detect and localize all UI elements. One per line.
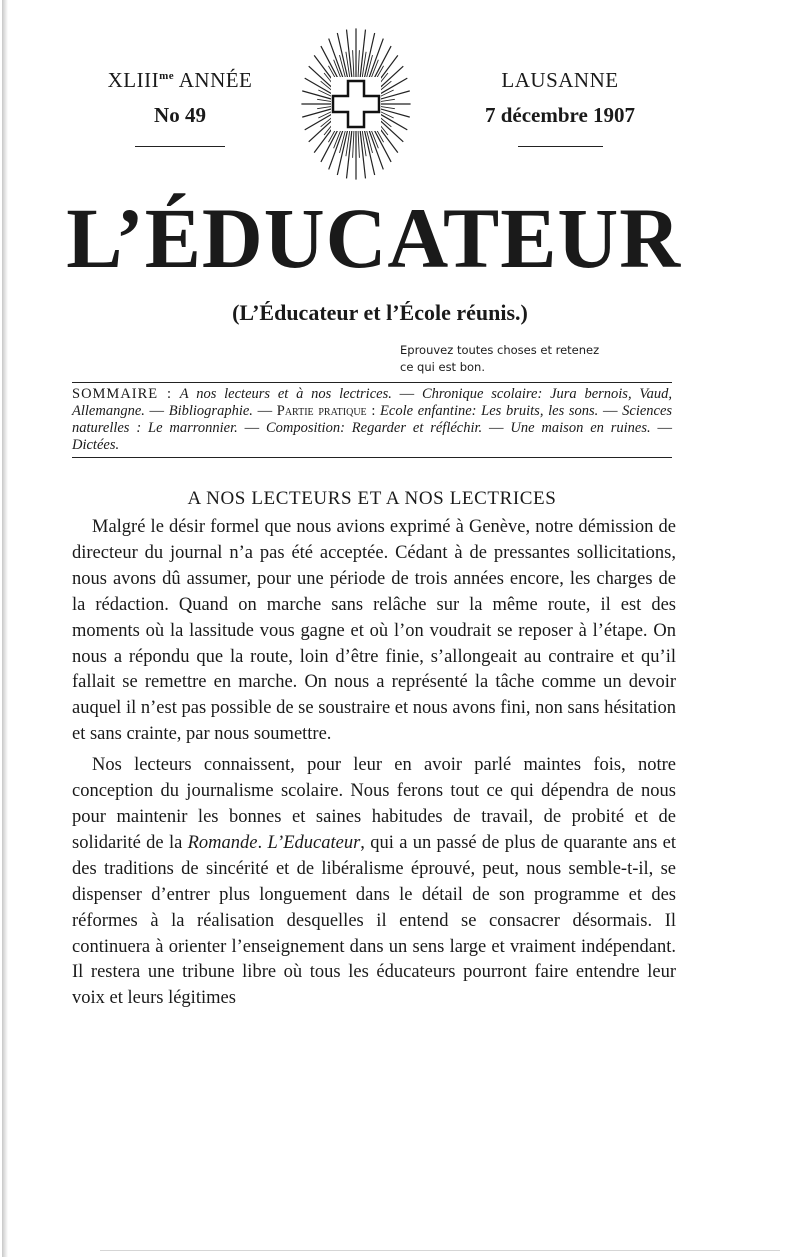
issue-date: 7 décembre 1907 <box>484 103 636 127</box>
header-right-rule <box>518 146 603 147</box>
motto-line-2: ce qui est bon. <box>400 359 486 374</box>
swiss-cross-emblem-icon <box>300 22 412 182</box>
article-title: A NOS LECTEURS ET A NOS LECTRICES <box>187 488 557 509</box>
toc-label: SOMMAIRE : <box>72 386 172 402</box>
header-left <box>95 68 265 147</box>
masthead-title: L’ÉDUCATEUR <box>66 190 682 286</box>
page-bottom-edge <box>100 1250 780 1251</box>
toc-item: Chronique scolaire: Jura bernois, Vaud, Allemangne. <box>72 386 673 419</box>
sunburst-ray <box>353 128 354 158</box>
article-paragraph-2: Nos lecteurs connaissent, pour leur en avoir parlé maintes fois, notre conception du journalisme scolaire. Nous ferons tout ce qui dépendra de nous pour maintenir les bonnes et saines habitudes de travail, de probité et de solidarité de la Romande. L’Educateur, qui a un passé de plus de quarante ans et des traditions de sincérité et de libéralisme éprouvé, peut, nous semble-t-il, se dispenser d’entrer plus longuement dans le détail de son programme et des réformes à la réalisation desquelles il entend se consacrer désormais. Il continuera à orienter l’enseignement dans un sens large et vraiment indépendant. Il restera une tribune libre où tous les éducateurs pourront faire entendre leur voix et leurs légitimes <box>72 755 677 1009</box>
header-right <box>455 68 665 147</box>
educateur-name: L’Educateur <box>267 832 361 853</box>
toc-section-label: Partie pratique : <box>276 403 376 419</box>
toc-item: Bibliographie. <box>168 403 253 419</box>
masthead-subtitle: (L’Éducateur et l’École réunis.) <box>232 300 528 325</box>
toc-item: Dictées. <box>72 437 120 453</box>
toc-item: Une maison en ruines. <box>510 420 651 436</box>
romande-name: Romande <box>187 832 258 853</box>
issue-number: No 49 <box>154 103 206 127</box>
sunburst-ray <box>353 50 354 80</box>
toc-item: Composition: Regarder et réfléchir. <box>265 420 483 436</box>
motto <box>400 342 660 375</box>
article-paragraph-1: Malgré le désir formel que nous avions exprimé à Genève, notre démission de directeur du journal n’a pas été acceptée. Cédant à de pressantes sollicitations, nous avons dû assumer, pour une période de trois années encore, les charges de la rédaction. Quand on marche sans relâche sur la même route, il est des moments où la lassitude vous gagne et où l’on voudrait se reposer à l’étape. On nous a répondu que la route, loin d’être finie, s’allongeait au contraire et qu’il fallait se remettre en marche. On nous a représenté la tâche comme un devoir auquel il n’est pas possible de se soustraire et nous avons fini, non sans hésitation et sans crainte, par nous soumettre. <box>72 517 676 745</box>
city-label: LAUSANNE <box>501 68 619 92</box>
table-of-contents: SOMMAIRE : A nos lecteurs et à nos lectrices. — Chronique scolaire: Jura bernois, Vaud, Allemangne. — Bibliographie. — Partie pratique : Ecole enfantine: Les bruits, les sons. — Sciences naturelles : Le marronnier. — Composition: Regarder et réfléchir. — Une maison en ruines. — Dictées. <box>72 382 672 458</box>
header-left-rule <box>135 146 225 147</box>
article-body <box>72 515 676 1012</box>
year-label: $XLIII^{me}$ ANNÉE <box>107 68 253 92</box>
toc-item: Ecole enfantine: Les bruits, les sons. <box>380 403 599 419</box>
sunburst-ray <box>358 128 359 158</box>
toc-item: A nos lecteurs et à nos lectrices. <box>179 386 392 402</box>
sunburst-ray <box>358 50 359 80</box>
page-edge-shadow <box>2 0 8 1257</box>
toc-item: Sciences naturelles : Le marronnier. <box>72 403 673 436</box>
motto-line-1: Eprouvez toutes choses et retenez <box>400 343 600 357</box>
